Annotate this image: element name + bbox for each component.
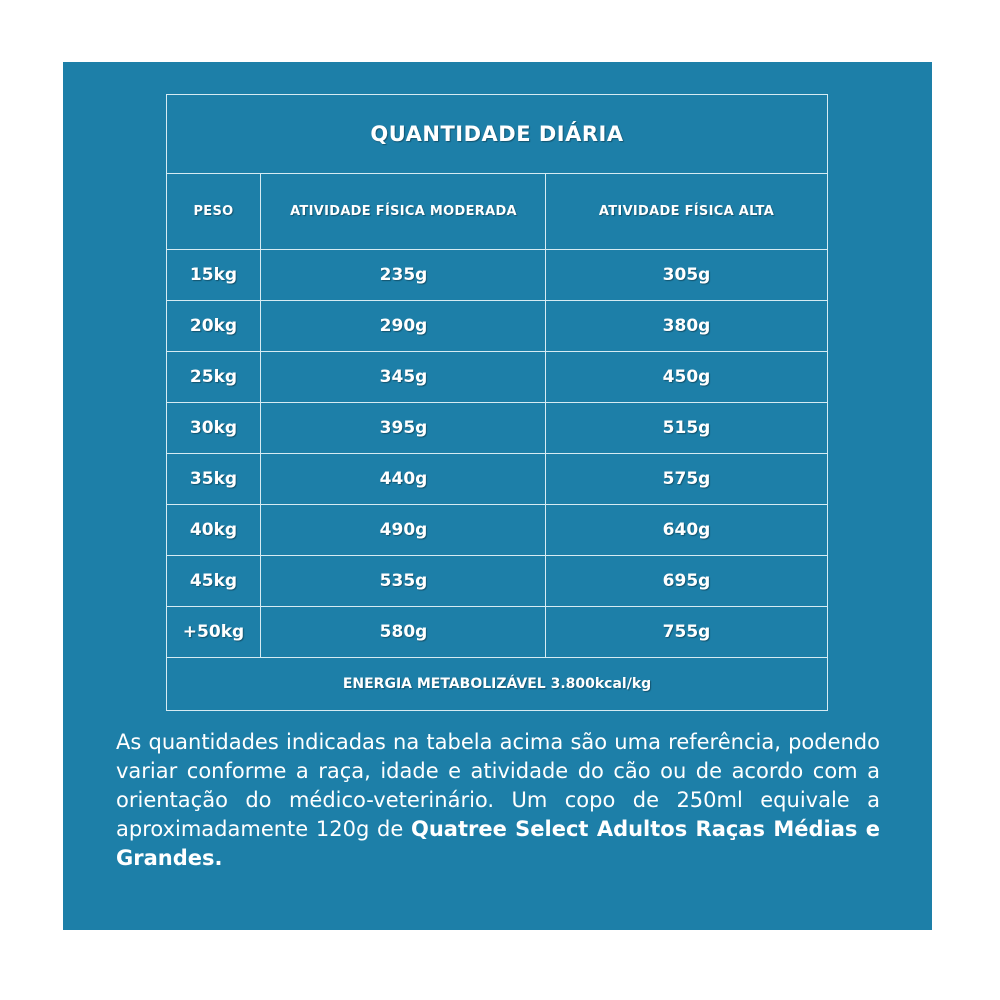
table-row: [167, 403, 827, 454]
row-weight: 40kg: [189, 520, 238, 540]
row-moderada: 290g: [260, 301, 546, 351]
row-moderada: 580g: [260, 607, 546, 657]
header-alta: ATIVIDADE FÍSICA ALTA: [545, 174, 827, 249]
row-alta: 515g: [545, 403, 827, 453]
table-header-row: [167, 174, 827, 250]
feeding-table: [166, 94, 828, 711]
row-weight: +50kg: [182, 622, 245, 642]
row-weight: 45kg: [189, 571, 238, 591]
table-row: [167, 301, 827, 352]
header-peso: PESO: [193, 204, 234, 219]
product-name: Quatree Select Adultos Raças Médias e Grandes.: [116, 817, 880, 870]
table-row: [167, 250, 827, 301]
row-alta: 695g: [545, 556, 827, 606]
row-moderada: 395g: [260, 403, 546, 453]
table-row: [167, 454, 827, 505]
row-moderada: 490g: [260, 505, 546, 555]
table-footer-row: [167, 657, 827, 710]
table-row: [167, 556, 827, 607]
table-row: [167, 505, 827, 556]
table-title-row: [167, 95, 827, 174]
table-title: QUANTIDADE DIÁRIA: [370, 122, 624, 146]
row-alta: 755g: [545, 607, 827, 657]
row-alta: 380g: [545, 301, 827, 351]
table-row: [167, 607, 827, 658]
row-moderada: 440g: [260, 454, 546, 504]
row-weight: 15kg: [189, 265, 238, 285]
row-weight: 20kg: [189, 316, 238, 336]
row-weight: 35kg: [189, 469, 238, 489]
feeding-panel: [63, 62, 932, 930]
row-moderada: 345g: [260, 352, 546, 402]
table-row: [167, 352, 827, 403]
feeding-note: [116, 728, 880, 873]
row-alta: 575g: [545, 454, 827, 504]
note-text: As quantidades indicadas na tabela acima são uma referência, podendo variar conforme a raça, idade e atividade do cão ou de acordo com a orientação do médico-veterinário. Um copo de 250ml equivale a aproximadamente 120g de: [116, 730, 880, 841]
row-alta: 305g: [545, 250, 827, 300]
row-weight: 30kg: [189, 418, 238, 438]
row-moderada: 535g: [260, 556, 546, 606]
row-alta: 450g: [545, 352, 827, 402]
energy-footer: ENERGIA METABOLIZÁVEL 3.800kcal/kg: [342, 675, 652, 692]
row-alta: 640g: [545, 505, 827, 555]
row-moderada: 235g: [260, 250, 546, 300]
header-moderada: ATIVIDADE FÍSICA MODERADA: [260, 174, 546, 249]
row-weight: 25kg: [189, 367, 238, 387]
